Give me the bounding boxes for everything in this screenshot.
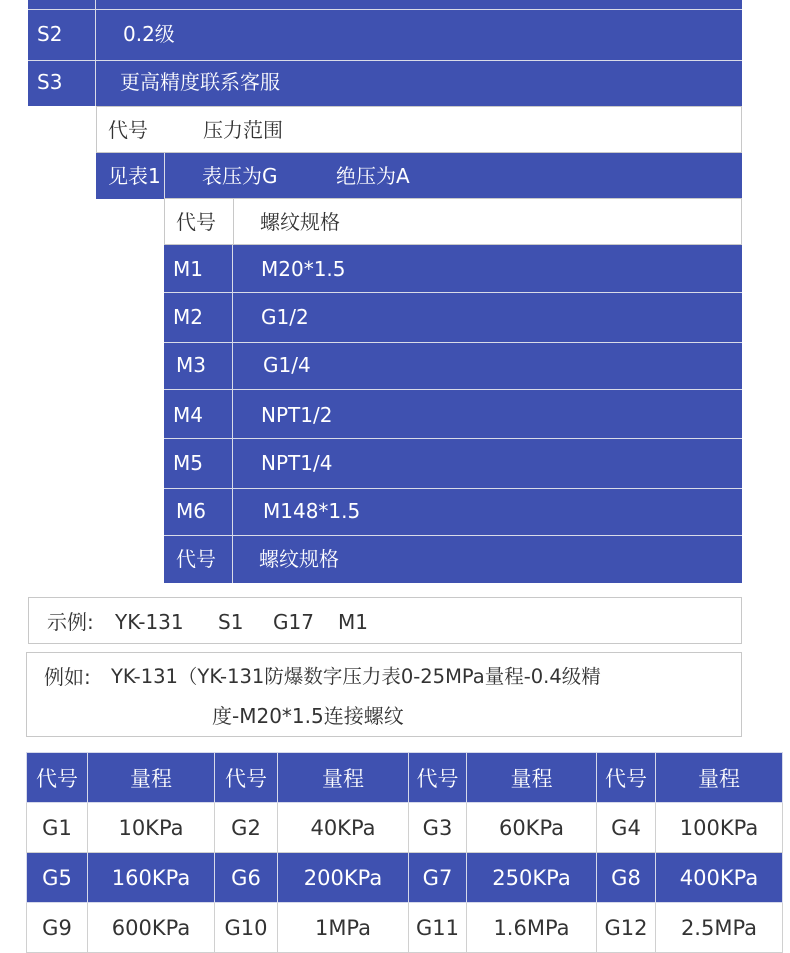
row-divider xyxy=(164,535,742,536)
row-divider xyxy=(164,389,742,390)
thread-header-row xyxy=(164,198,742,245)
thread-code: M6 xyxy=(176,499,206,523)
range-header-cell: 量程 xyxy=(656,753,783,803)
column-divider xyxy=(232,245,233,583)
pressure-range-header: 压力范围 xyxy=(203,118,283,142)
range-header-cell: 代号 xyxy=(409,753,467,803)
row-divider xyxy=(164,488,742,489)
thread-code: M5 xyxy=(173,451,203,475)
pressure-gauge: 表压为G xyxy=(202,164,278,188)
thread-spec: M20*1.5 xyxy=(261,257,346,281)
accuracy-desc: 更高精度联系客服 xyxy=(120,70,280,94)
accuracy-code: S2 xyxy=(37,22,63,46)
range-value-cell: 200KPa xyxy=(278,853,409,903)
thread-spec: G1/2 xyxy=(261,305,309,329)
range-value-cell: 160KPa xyxy=(88,853,215,903)
range-code-cell: G5 xyxy=(27,853,88,903)
thread-spec: NPT1/2 xyxy=(261,403,333,427)
range-value-cell: 100KPa xyxy=(656,803,783,853)
thread-spec-header: 螺纹规格 xyxy=(260,210,340,234)
pressure-absolute: 绝压为A xyxy=(336,164,410,188)
range-code-cell: G1 xyxy=(27,803,88,853)
row-divider xyxy=(28,60,742,61)
example-note-line2: 度-M20*1.5连接螺纹 xyxy=(212,704,404,728)
thread-footer-label: 螺纹规格 xyxy=(259,547,339,571)
pressure-row xyxy=(96,153,742,198)
column-divider xyxy=(164,153,165,198)
pressure-header-row xyxy=(96,106,742,153)
range-row xyxy=(27,803,783,853)
range-header-cell: 量程 xyxy=(278,753,409,803)
example-model: YK-131 xyxy=(115,610,184,634)
column-divider xyxy=(233,199,234,244)
thread-code: M2 xyxy=(173,305,203,329)
thread-spec: G1/4 xyxy=(263,353,311,377)
range-value-cell: 2.5MPa xyxy=(656,903,783,953)
row-divider xyxy=(28,9,742,10)
example-label: 示例: xyxy=(47,610,94,634)
range-header-cell: 量程 xyxy=(88,753,215,803)
column-divider xyxy=(95,0,96,106)
range-code-cell: G9 xyxy=(27,903,88,953)
example-range: G17 xyxy=(273,610,314,634)
range-row xyxy=(27,853,783,903)
example-box xyxy=(28,597,742,644)
range-value-cell: 1.6MPa xyxy=(467,903,597,953)
example-note-label: 例如: xyxy=(44,665,91,689)
range-header-row xyxy=(27,753,783,803)
range-code-cell: G8 xyxy=(597,853,656,903)
example-note-box xyxy=(26,652,742,737)
example-note-line1: YK-131（YK-131防爆数字压力表0-25MPa量程-0.4级精 xyxy=(111,665,601,688)
range-value-cell: 1MPa xyxy=(278,903,409,953)
range-code-cell: G2 xyxy=(215,803,278,853)
range-header-cell: 代号 xyxy=(215,753,278,803)
range-value-cell: 60KPa xyxy=(467,803,597,853)
range-value-cell: 400KPa xyxy=(656,853,783,903)
range-header-cell: 量程 xyxy=(467,753,597,803)
range-table xyxy=(26,752,783,953)
thread-footer-code: 代号 xyxy=(176,547,216,571)
range-code-cell: G7 xyxy=(409,853,467,903)
example-accuracy: S1 xyxy=(218,610,244,634)
example-thread: M1 xyxy=(338,610,368,634)
thread-code-header: 代号 xyxy=(176,210,216,234)
pressure-code-header: 代号 xyxy=(108,118,148,142)
accuracy-desc: 0.2级 xyxy=(123,22,175,46)
range-row xyxy=(27,903,783,953)
range-value-cell: 600KPa xyxy=(88,903,215,953)
thread-spec: NPT1/4 xyxy=(261,451,333,475)
thread-code: M3 xyxy=(176,353,206,377)
range-value-cell: 250KPa xyxy=(467,853,597,903)
range-header-cell: 代号 xyxy=(597,753,656,803)
range-value-cell: 10KPa xyxy=(88,803,215,853)
thread-table-body xyxy=(164,245,742,583)
thread-code: M1 xyxy=(173,257,203,281)
range-code-cell: G11 xyxy=(409,903,467,953)
thread-spec: M148*1.5 xyxy=(263,499,361,523)
row-divider xyxy=(164,292,742,293)
range-code-cell: G12 xyxy=(597,903,656,953)
row-divider xyxy=(164,438,742,439)
range-value-cell: 40KPa xyxy=(278,803,409,853)
row-divider xyxy=(164,342,742,343)
pressure-code-extension xyxy=(96,198,164,199)
range-code-cell: G6 xyxy=(215,853,278,903)
range-header-cell: 代号 xyxy=(27,753,88,803)
accuracy-table xyxy=(28,0,742,106)
pressure-code: 见表1 xyxy=(108,164,161,188)
accuracy-code: S3 xyxy=(37,70,63,94)
range-code-cell: G10 xyxy=(215,903,278,953)
range-code-cell: G3 xyxy=(409,803,467,853)
thread-code: M4 xyxy=(173,403,203,427)
range-code-cell: G4 xyxy=(597,803,656,853)
